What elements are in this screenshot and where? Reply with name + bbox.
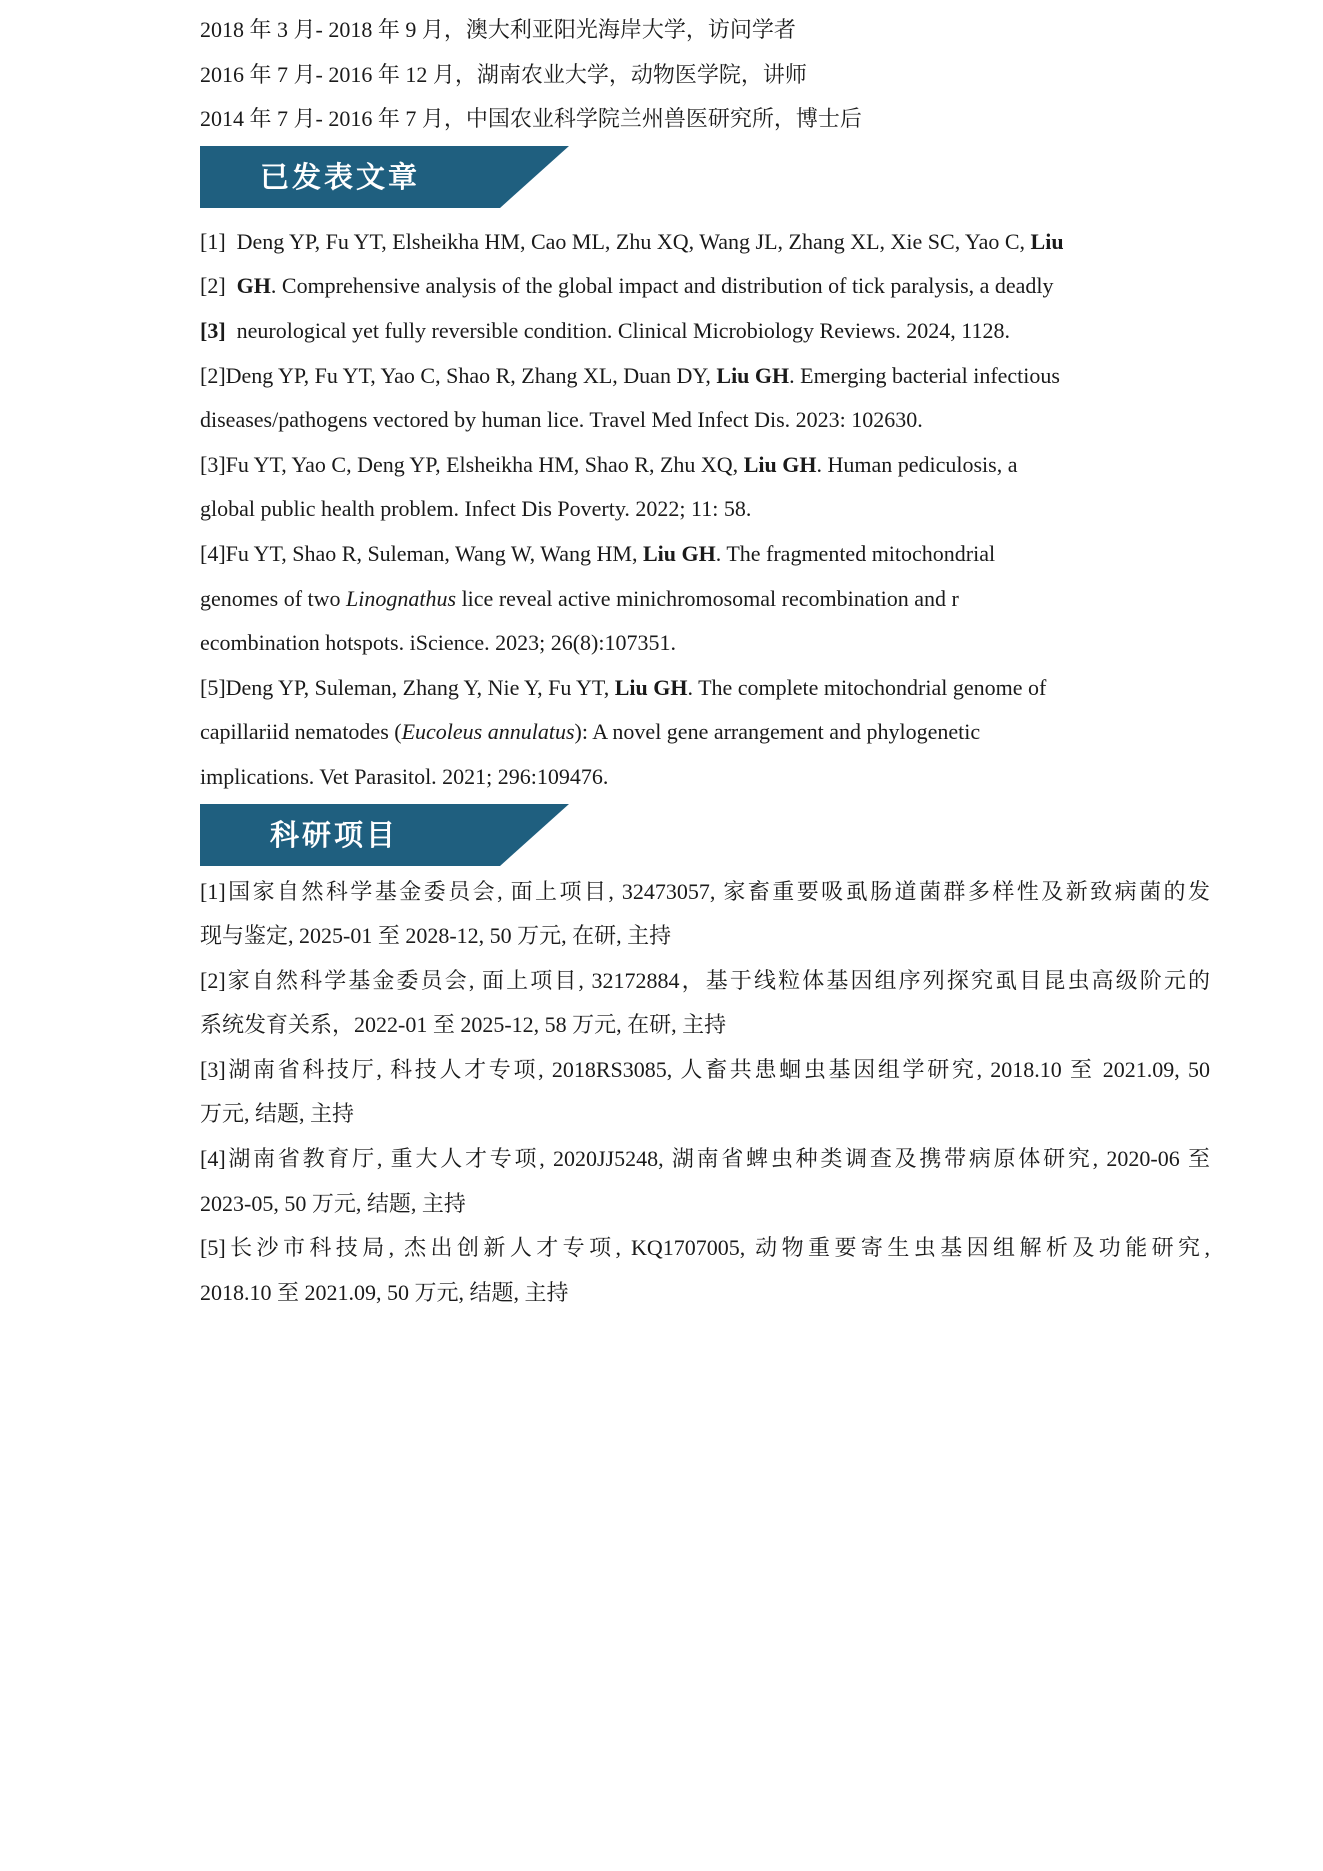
experience-list (200, 8, 1210, 142)
project-line: [4]湖南省教育厅, 重大人才专项, 2020JJ5248, 湖南省蜱虫种类调查及携带病原体研究, 2020-06 至 (200, 1146, 1210, 1172)
project-line: [5]长沙市科技局, 杰出创新人才专项, KQ1707005, 动物重要寄生虫基因组解析及功能研究, (200, 1235, 1210, 1261)
publication-entry: [2]Deng YP, Fu YT, Yao C, Shao R, Zhang XL, Duan DY, Liu GH. Emerging bacterial infectious diseases/pathogens vectored by human lice. Travel Med Infect Dis. 2023: 102630. (200, 362, 1060, 433)
publication-entry (200, 220, 1210, 354)
publications-section-header (200, 146, 569, 208)
publication-number: [3] (200, 317, 226, 343)
experience-item: 2016 年 7 月- 2016 年 12 月，湖南农业大学，动物医学院，讲师 (200, 61, 807, 87)
publication-line: [2] GH. Comprehensive analysis of the global impact and distribution of tick paralysis, a deadly (200, 273, 1054, 299)
publication-entry: [3]Fu YT, Yao C, Deng YP, Elsheikha HM, Shao R, Zhu XQ, Liu GH. Human pediculosis, a global public health problem. Infect Dis Poverty. 2022; 11: 58. (200, 451, 1018, 522)
project-line: [3]湖南省科技厅, 科技人才专项, 2018RS3085, 人畜共患蛔虫基因组学研究, 2018.10 至 2021.09, 50 (200, 1056, 1210, 1082)
project-entry (200, 1048, 1210, 1137)
author-highlight: GH (236, 273, 271, 299)
document-content (200, 8, 1210, 1315)
project-entry (200, 959, 1210, 1048)
section-title: 科研项目 (270, 817, 399, 852)
author-highlight: Liu GH (642, 540, 716, 566)
species-name: Eucoleus annulatus (401, 719, 575, 745)
projects-list (200, 870, 1210, 1316)
author-highlight: Liu GH (716, 362, 790, 388)
author-highlight: Liu GH (743, 451, 817, 477)
publications-list (200, 220, 1210, 800)
project-entry (200, 1226, 1210, 1315)
publication-number: [2] (200, 273, 226, 299)
project-line: 2018.10 至 2021.09, 50 万元, 结题, 主持 (200, 1279, 569, 1305)
experience-item: 2014 年 7 月- 2016 年 7 月，中国农业科学院兰州兽医研究所，博士后 (200, 106, 862, 132)
projects-section-header (200, 804, 569, 866)
section-title: 已发表文章 (260, 159, 421, 194)
project-entry (200, 1137, 1210, 1226)
author-highlight: Liu GH (614, 674, 688, 700)
publication-number: [1] (200, 228, 226, 254)
species-name: Linognathus (346, 585, 457, 611)
publication-entry: [5]Deng YP, Suleman, Zhang Y, Nie Y, Fu YT, Liu GH. The complete mitochondrial genome of capillariid nematodes (Eucoleus annulatus): A novel gene arrangement and phylogenetic implications. Vet Parasitol. 2021; 296:109476. (200, 674, 1047, 789)
publication-line: [1] Deng YP, Fu YT, Elsheikha HM, Cao ML, Zhu XQ, Wang JL, Zhang XL, Xie SC, Yao C, Liu (200, 228, 1064, 254)
project-entry (200, 870, 1210, 959)
experience-item: 2018 年 3 月- 2018 年 9 月，澳大利亚阳光海岸大学，访问学者 (200, 17, 796, 42)
publication-line: [3] neurological yet fully reversible condition. Clinical Microbiology Reviews. 2024, 1128. (200, 317, 1010, 343)
project-line: [2]家自然科学基金委员会, 面上项目, 32172884，基于线粒体基因组序列探究虱目昆虫高级阶元的 (200, 967, 1210, 993)
project-line: 2023-05, 50 万元, 结题, 主持 (200, 1190, 466, 1216)
author-highlight: Liu (1030, 228, 1064, 254)
project-line: 现与鉴定, 2025-01 至 2028-12, 50 万元, 在研, 主持 (200, 923, 672, 949)
project-line: 万元, 结题, 主持 (200, 1101, 355, 1127)
project-line: [1]国家自然科学基金委员会, 面上项目, 32473057, 家畜重要吸虱肠道菌群多样性及新致病菌的发 (200, 878, 1210, 904)
project-line: 系统发育关系，2022-01 至 2025-12, 58 万元, 在研, 主持 (200, 1012, 727, 1038)
publication-entry: [4]Fu YT, Shao R, Suleman, Wang W, Wang HM, Liu GH. The fragmented mitochondrial genomes of two Linognathus lice reveal active minichromosomal recombination and r ecombination hotspots. iScience. 2023; 26(8):107351. (200, 540, 996, 656)
